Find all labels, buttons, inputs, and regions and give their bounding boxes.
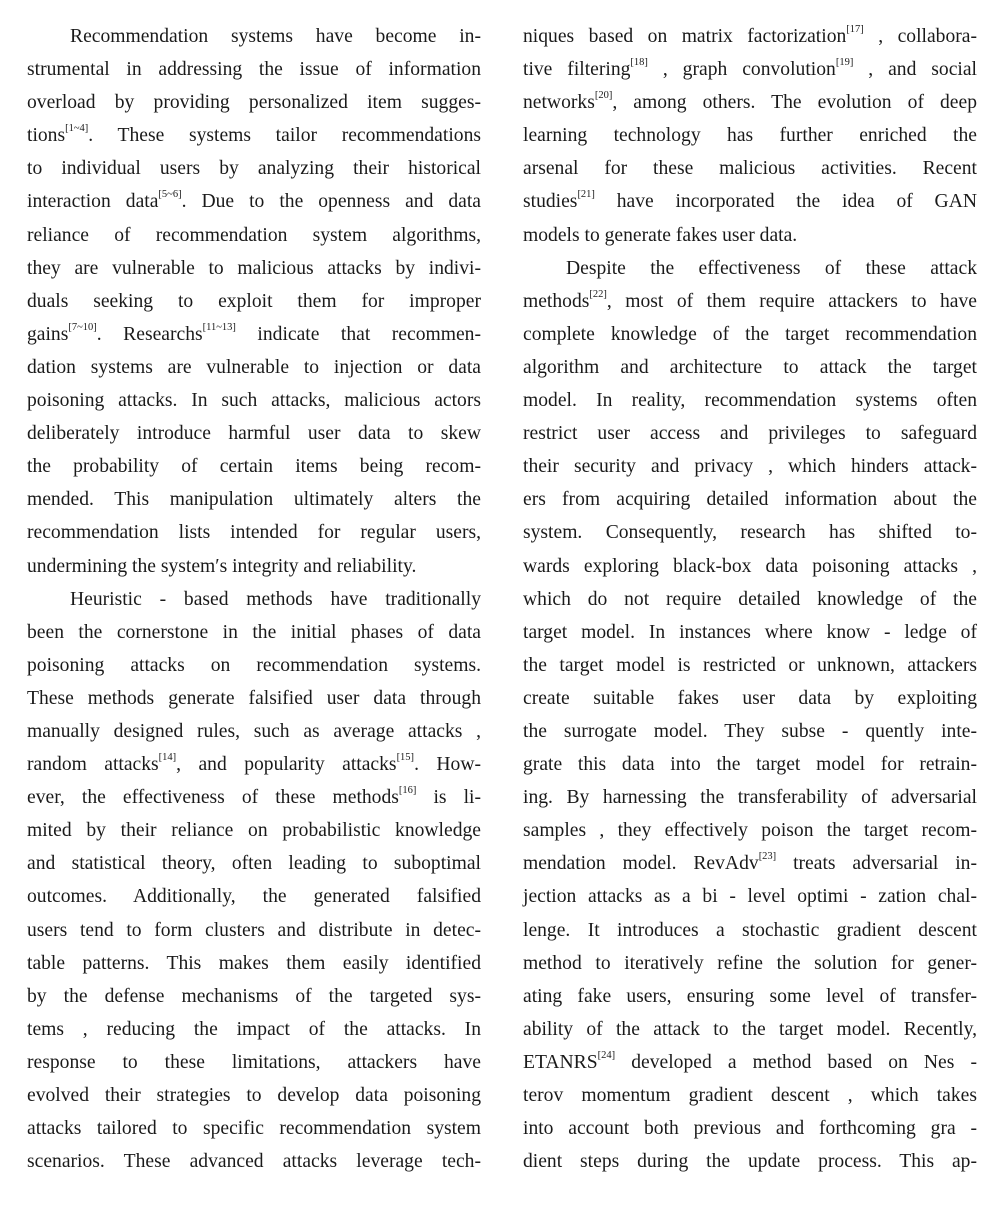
text-line: reliance of recommendation system algorithms, — [27, 224, 481, 246]
text-line: learning technology has further enriched the — [523, 125, 977, 147]
text-line: gains[7~10]. Researchs[11~13] indicate that recommen- — [27, 321, 481, 345]
citation-marker: [18] — [630, 57, 648, 69]
text-line: lenge. It introduces a stochastic gradient descent — [523, 919, 977, 941]
text-line: by the defense mechanisms of the targeted sys- — [27, 985, 481, 1007]
text-line: which do not require detailed knowledge of the — [523, 588, 977, 610]
citation-marker: [5~6] — [158, 189, 182, 201]
text-line: mended. This manipulation ultimately alters the — [27, 489, 481, 511]
text-line: been the cornerstone in the initial phases of data — [27, 621, 481, 643]
citation-marker: [19] — [835, 57, 854, 69]
text-line: create suitable fakes user data by exploiting — [523, 687, 977, 709]
text-line: deliberately introduce harmful user data to skew — [27, 423, 481, 445]
text-line: random attacks[14], and popularity attacks[15]. How- — [27, 752, 481, 776]
text-line: outcomes. Additionally, the generated falsified — [27, 886, 481, 908]
text-line: arsenal for these malicious activities. Recent — [523, 158, 977, 180]
text-line: dient steps during the update process. This ap- — [523, 1151, 977, 1173]
paragraph — [27, 20, 481, 583]
text-line: table patterns. This makes them easily identified — [27, 952, 481, 974]
text-line: users tend to form clusters and distribute in detec- — [27, 919, 481, 941]
citation-marker: [20] — [594, 90, 613, 102]
citation-marker: [7~10] — [68, 321, 97, 333]
text-line: overload by providing personalized item sugges- — [27, 92, 481, 114]
text-line: the target model is restricted or unknown, attackers — [523, 654, 977, 676]
text-line: they are vulnerable to malicious attacks by indivi- — [27, 257, 481, 279]
text-line: recommendation lists intended for regular users, — [27, 522, 481, 544]
text-line: These methods generate falsified user data through — [27, 687, 481, 709]
text-line: wards exploring black-box data poisoning attacks , — [523, 555, 977, 577]
text-line: manually designed rules, such as average attacks , — [27, 720, 481, 742]
text-line: ing. By harnessing the transferability of adversarial — [523, 787, 977, 809]
text-line: tions[1~4]. These systems tailor recommendations — [27, 123, 481, 147]
text-line: studies[21] have incorporated the idea of GAN — [523, 189, 977, 213]
text-line: complete knowledge of the target recommendation — [523, 323, 977, 345]
citation-marker: [16] — [398, 785, 417, 797]
text-line: response to these limitations, attackers have — [27, 1051, 481, 1073]
text-line: poisoning attacks on recommendation systems. — [27, 654, 481, 676]
citation-marker: [24] — [597, 1049, 616, 1061]
text-line: networks[20], among others. The evolution of deep — [523, 90, 977, 114]
text-line: ability of the attack to the target model. Recently, — [523, 1018, 977, 1040]
paragraph — [27, 583, 481, 1179]
right-column — [523, 20, 977, 1178]
text-line: strumental in addressing the issue of information — [27, 59, 481, 81]
text-line: terov momentum gradient descent , which takes — [523, 1085, 977, 1106]
text-line: methods[22], most of them require attackers to have — [523, 288, 977, 312]
text-line: ating fake users, ensuring some level of transfer- — [523, 985, 977, 1007]
citation-marker: [23] — [758, 851, 777, 863]
text-line: ers from acquiring detailed information about the — [523, 489, 977, 511]
text-line: Heuristic - based methods have traditionally — [70, 588, 481, 610]
text-line: mendation model. RevAdv[23] treats adversarial in- — [523, 851, 978, 875]
citation-marker: [15] — [396, 752, 415, 764]
text-line: to individual users by analyzing their historical — [27, 158, 481, 180]
text-line: into account both previous and forthcoming gra - — [523, 1118, 977, 1140]
text-line: restrict user access and privileges to safeguard — [523, 423, 977, 445]
text-line: model. In reality, recommendation systems often — [523, 390, 977, 412]
text-line: target model. In instances where know - ledge of — [523, 621, 977, 643]
citation-marker: [22] — [589, 288, 607, 300]
text-line: interaction data[5~6]. Due to the openness and data — [27, 189, 481, 213]
text-line: poisoning attacks. In such attacks, malicious actors — [27, 390, 481, 412]
left-column — [27, 20, 481, 1178]
text-line: the surrogate model. They subse - quently inte- — [523, 720, 977, 742]
text-line: models to generate fakes user data. — [523, 224, 798, 246]
text-line: ever, the effectiveness of these methods[16] is li- — [27, 785, 481, 809]
text-line: scenarios. These advanced attacks leverage tech- — [27, 1151, 481, 1173]
text-line: mited by their reliance on probabilistic knowledge — [27, 820, 481, 842]
citation-marker: [11~13] — [202, 321, 236, 333]
text-line: duals seeking to exploit them for improper — [27, 290, 481, 312]
text-line: system. Consequently, research has shifted to- — [523, 522, 977, 544]
text-line: the probability of certain items being recom- — [27, 456, 481, 478]
citation-marker: [17] — [846, 24, 864, 35]
paragraph — [523, 252, 977, 1179]
text-line: attacks tailored to specific recommendation system — [27, 1118, 481, 1140]
text-line: tems , reducing the impact of the attacks. In — [27, 1018, 481, 1040]
text-line: their security and privacy , which hinders attack- — [523, 456, 977, 478]
text-line: samples , they effectively poison the target recom- — [523, 820, 977, 842]
paragraph — [523, 20, 977, 252]
text-line: ETANRS[24] developed a method based on Nes - — [523, 1049, 977, 1073]
text-line: algorithm and architecture to attack the target — [523, 356, 977, 378]
citation-marker: [21] — [577, 189, 595, 201]
text-line: jection attacks as a bi - level optimi - zation chal- — [523, 886, 977, 908]
citation-marker: [14] — [158, 752, 177, 764]
text-line: grate this data into the target model for retrain- — [523, 754, 977, 776]
citation-marker: [1~4] — [65, 123, 89, 135]
text-line: niques based on matrix factorization[17] , collabora- — [523, 24, 977, 47]
text-line: dation systems are vulnerable to injection or data — [27, 356, 481, 378]
text-line: method to iteratively refine the solution for gener- — [523, 952, 977, 974]
text-line: Recommendation systems have become in- — [70, 26, 481, 47]
text-line: evolved their strategies to develop data poisoning — [27, 1085, 481, 1106]
text-line: Despite the effectiveness of these attack — [566, 257, 977, 279]
text-line: and statistical theory, often leading to suboptimal — [27, 853, 481, 875]
text-line: tive filtering[18] , graph convolution[19] , and social — [523, 57, 977, 81]
text-line: undermining the system′s integrity and reliability. — [27, 555, 417, 577]
